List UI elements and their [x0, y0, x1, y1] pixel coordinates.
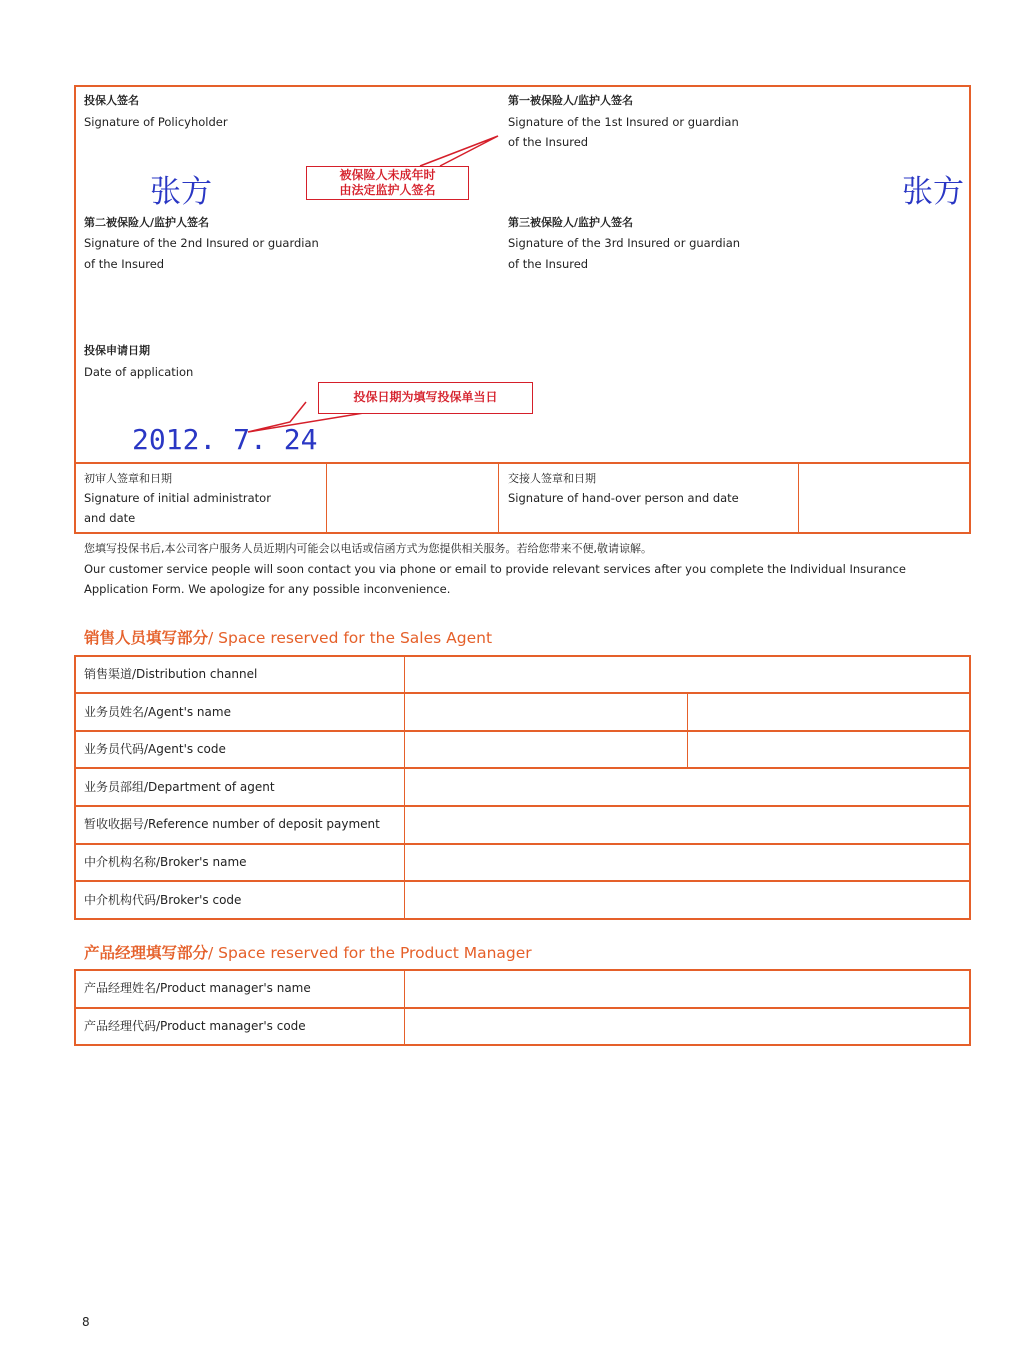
- table-row: [74, 882, 971, 919]
- first-insured-signature-label-en: Signature of the 1st Insured or guardian: [508, 115, 739, 129]
- notice-cn: 您填写投保书后,本公司客户服务人员近期内可能会以电话或信函方式为您提供相关服务。若给您带来不便,敬请谅解。: [84, 542, 652, 555]
- row-label: 产品经理姓名/Product manager's name: [84, 981, 311, 995]
- policyholder-signature: 张方: [150, 174, 212, 210]
- row-label: 业务员姓名/Agent's name: [84, 705, 231, 719]
- initial-admin-label-en: Signature of initial administrator: [84, 491, 271, 505]
- pm-section-title-cn: 产品经理填写部分: [84, 944, 209, 962]
- first-insured-signature-label-en-2: of the Insured: [508, 135, 589, 149]
- second-insured-signature-label-en: Signature of the 2nd Insured or guardian: [84, 236, 319, 250]
- policyholder-signature-label-cn: 投保人签名: [84, 94, 139, 107]
- signature-block-divider: [74, 462, 971, 464]
- table-row: [74, 806, 971, 843]
- sales-section-title: [84, 626, 492, 648]
- table-row: [74, 731, 971, 768]
- application-date-label-en: Date of application: [84, 365, 194, 379]
- application-date-label-cn: 投保申请日期: [84, 344, 150, 357]
- row-label: 产品经理代码/Product manager's code: [84, 1019, 306, 1033]
- callout-application-date: 投保日期为填写投保单当日: [318, 382, 533, 414]
- table-row: [74, 844, 971, 881]
- row-label: 业务员代码/Agent's code: [84, 742, 226, 756]
- handover-label-cn: 交接人签章和日期: [508, 472, 596, 485]
- first-insured-signature-label-cn: 第一被保险人/监护人签名: [508, 94, 634, 107]
- signature-block: [74, 85, 971, 534]
- pm-section-title: [84, 941, 532, 963]
- row-label: 暂收收据号/Reference number of deposit payment: [84, 817, 380, 831]
- first-insured-signature: 张方: [902, 174, 964, 210]
- third-insured-signature-label-en: Signature of the 3rd Insured or guardian: [508, 236, 741, 250]
- callout-line-2: 由法定监护人签名: [339, 183, 436, 197]
- application-date-value: 2012. 7. 24: [132, 423, 318, 456]
- table-row: [74, 656, 971, 693]
- row-label: 中介机构代码/Broker's code: [84, 893, 242, 907]
- notice-en-1: Our customer service people will soon contact you via phone or email to provide relevant services after you complete the Individual Insurance: [84, 562, 906, 576]
- third-insured-signature-label-cn: 第三被保险人/监护人签名: [508, 216, 634, 229]
- sales-section-title-en: / Space reserved for the Sales Agent: [208, 629, 493, 647]
- table-row: [74, 769, 971, 806]
- policyholder-signature-label-en: Signature of Policyholder: [84, 115, 228, 129]
- handover-label-en: Signature of hand-over person and date: [508, 491, 739, 505]
- callout-line-1: 被保险人未成年时: [339, 168, 436, 182]
- third-insured-signature-label-en-2: of the Insured: [508, 257, 589, 271]
- divider: [798, 463, 799, 533]
- table-row: [74, 1008, 971, 1045]
- second-insured-signature-label-cn: 第二被保险人/监护人签名: [84, 216, 210, 229]
- page-number: 8: [82, 1315, 90, 1329]
- initial-admin-label-cn: 初审人签章和日期: [84, 472, 172, 485]
- row-label: 销售渠道/Distribution channel: [84, 667, 258, 681]
- callout-minor-insured: [306, 166, 469, 200]
- second-insured-signature-label-en-2: of the Insured: [84, 257, 165, 271]
- pm-section-title-en: / Space reserved for the Product Manager: [208, 944, 532, 962]
- initial-admin-label-en-2: and date: [84, 511, 136, 525]
- divider: [326, 463, 327, 533]
- sales-section-title-cn: 销售人员填写部分: [84, 629, 209, 647]
- divider: [498, 463, 499, 533]
- table-row: [74, 970, 971, 1007]
- table-row: [74, 694, 971, 731]
- row-label: 中介机构名称/Broker's name: [84, 855, 247, 869]
- notice-en-2: Application Form. We apologize for any possible inconvenience.: [84, 582, 451, 596]
- row-label: 业务员部组/Department of agent: [84, 780, 275, 794]
